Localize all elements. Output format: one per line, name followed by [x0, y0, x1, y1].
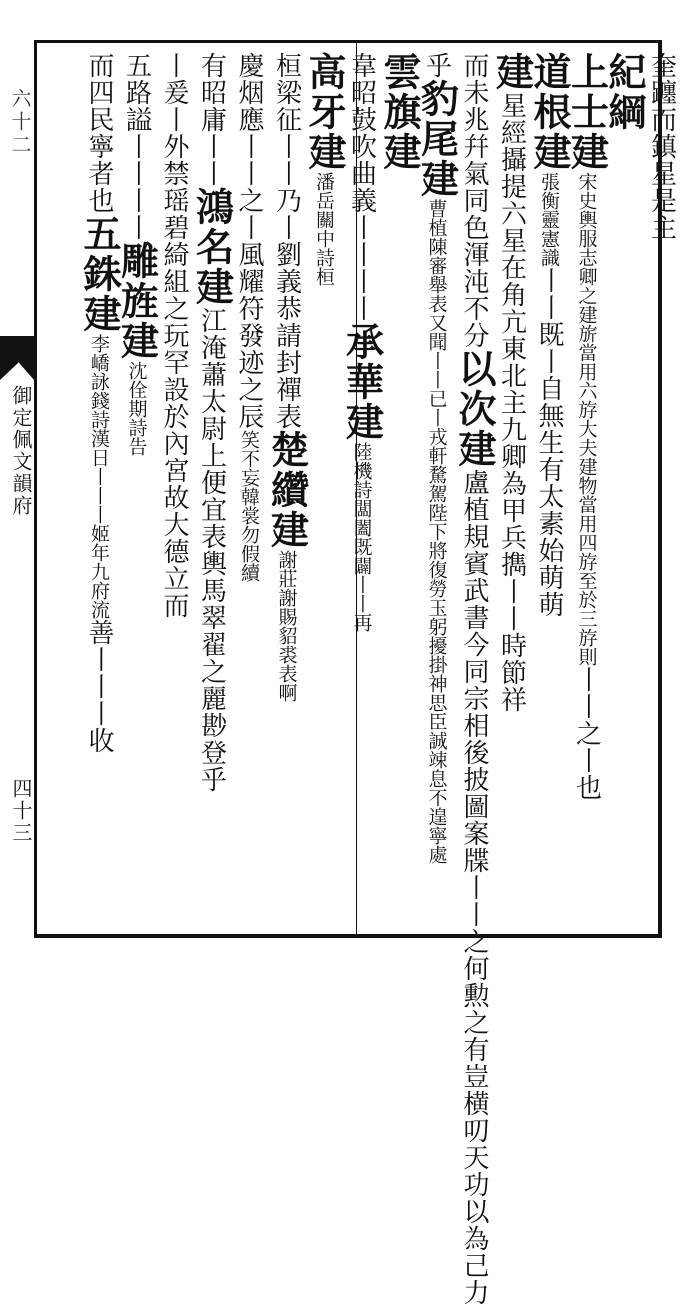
- entry-text: 張衡靈憲識: [538, 172, 560, 267]
- entry-text: 韋昭鼓吹曲義丨丨丨丨: [346, 52, 377, 322]
- entry-heading: 高牙建: [302, 52, 347, 172]
- entry-text: 李嶠詠錢詩漢日丨丨丨姬年九府流: [88, 334, 110, 619]
- entry-text: 五路謚丨丨丨丨: [121, 52, 152, 241]
- entry-text: 慶烟應丨丨之丨風耀符發迹之辰: [234, 52, 264, 430]
- entry-heading: 楚纘建: [264, 430, 310, 550]
- entry-heading: 以次建: [452, 349, 497, 469]
- entry-text: 曹植陳審舉表又聞丨丨已丨戎軒騖駕陛下將復勞玉躬擾掛神思臣誠竦息不遑寧處: [425, 199, 448, 864]
- text-column: [50, 52, 122, 932]
- entry-text: 笑不妄韓裳勿假續: [238, 430, 260, 582]
- page-margin-strip: [0, 40, 34, 938]
- entry-text: 有昭庸丨丨: [196, 52, 227, 187]
- entry-text: 奎躔而鎮星是主: [646, 52, 677, 241]
- entry-heading: 建: [489, 52, 535, 92]
- entry-text: 乎: [421, 52, 452, 79]
- entry-heading: 鴻名建: [189, 187, 235, 307]
- entry-text: 宋史輿服志卿之建旂當用六斿大夫建物當用四斿至於三斿則: [575, 172, 598, 666]
- page-number: 四十三: [9, 778, 33, 844]
- entry-text: 而四民寧者也: [84, 52, 114, 214]
- entry-text: 丨爰丨: [159, 52, 189, 133]
- entry-text: 沈佺期詩告: [125, 361, 148, 456]
- entry-text: 潘岳關中詩桓: [313, 172, 335, 286]
- margin-top-text: 六十二: [8, 88, 32, 157]
- entry-text: 善丨丨丨收: [84, 619, 114, 754]
- entry-heading: 道根建: [527, 52, 572, 172]
- entry-heading: 豹尾建: [414, 79, 460, 199]
- entry-text: 丨丨既丨自無生有太素始萌萌: [534, 267, 564, 618]
- entry-text: 外禁瑶碧綺組之玩罕設於內宮故大德立而: [159, 133, 189, 619]
- entry-heading: 雲旗建: [377, 52, 422, 172]
- entry-heading: 雕旌建: [114, 241, 160, 361]
- entry-text: 謝莊謝賜貂裘表啊: [275, 550, 298, 702]
- entry-text: 陸機詩闆闔既闢丨丨再: [350, 442, 373, 632]
- entry-text: 而未兆幷氣同色渾沌不分: [459, 52, 489, 349]
- entry-text: 桓梁征丨丨乃丨劉義恭請封禪表: [271, 52, 302, 430]
- entry-text: 盧植規賓武書今同宗相後披圖案牒丨丨之何勲之有豈横叨天功以為己力: [459, 469, 489, 1306]
- entry-text: 丨丨之丨也: [571, 666, 602, 801]
- entry-heading: 五銖建: [77, 214, 122, 334]
- entry-heading: 紀綱: [602, 52, 647, 132]
- entry-heading: 上士建: [564, 52, 610, 172]
- entry-heading: 承華建: [339, 322, 385, 442]
- book-title: 御定佩文韻府: [9, 385, 33, 517]
- entry-text: 丨丨時節祥: [496, 578, 527, 713]
- fishtail-mark-icon: [0, 336, 34, 380]
- entry-text: 江淹蕭太尉上便宜表輿馬翠翟之麗尠登乎: [196, 307, 227, 793]
- entry-text: 星經攝提六星在角亢東北主九卿為甲兵擕: [496, 92, 527, 578]
